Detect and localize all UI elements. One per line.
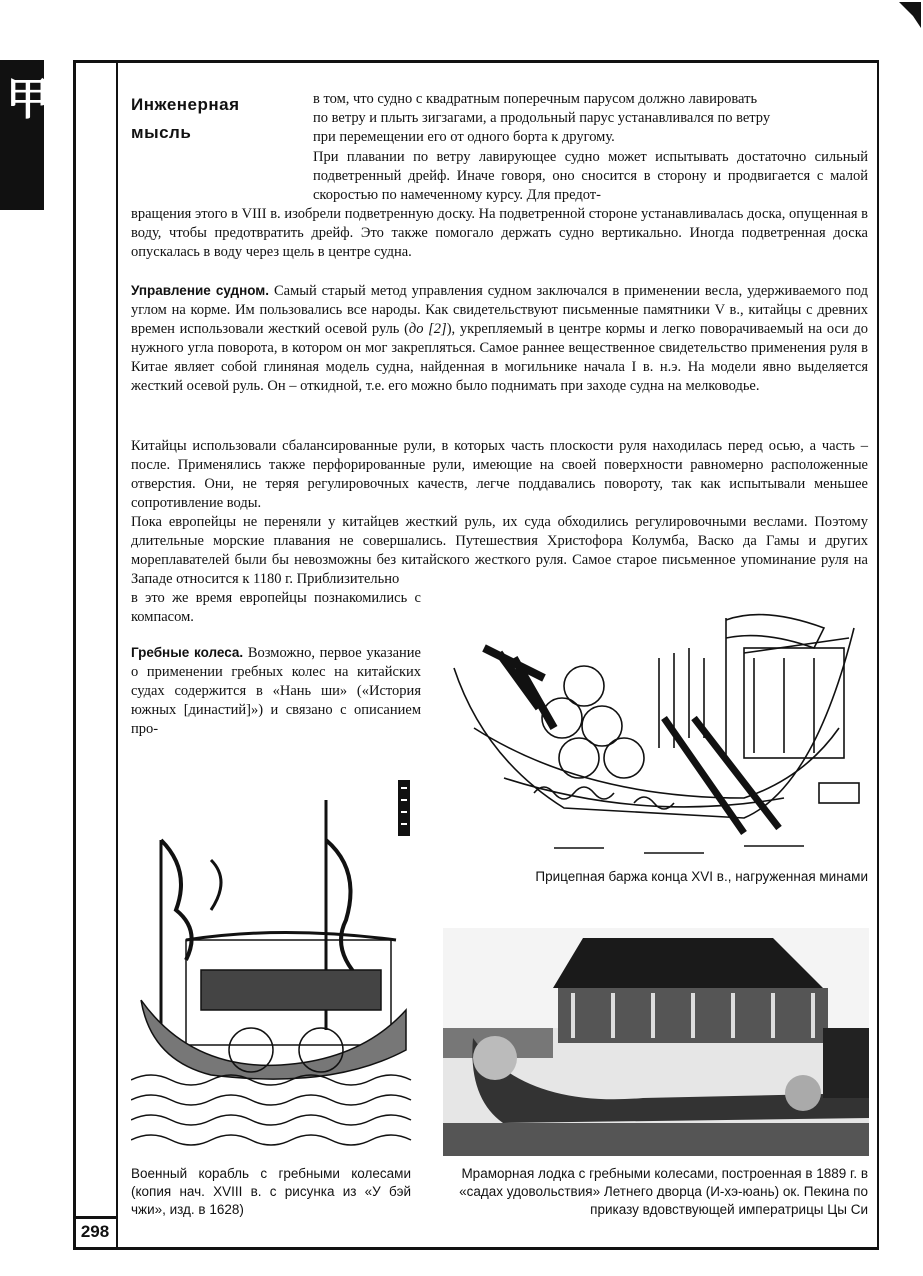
paragraph-2 — [131, 148, 868, 262]
paragraph-rudders: Китайцы использовали сбалансированные рули, в которых часть плоскости руля находилась перед осью, а часть – после. Применялись также перфорированные рули, имеющие на своей поверхности равномерно расположенные отверстия. Они, не теряя регулировочных качеств, легче поддавались повороту, так как испытывали меньшее сопротивление воды. — [131, 438, 868, 511]
marble-boat-caption: Мраморная лодка с гребными колесами, построенная в 1889 г. в «садах удовольствия» Летнего дворца (И-хэ-юань) ок. Пекина по приказу вдовствующей императрицы Цы Си — [459, 1166, 868, 1217]
barge-illustration — [444, 608, 868, 864]
paragraph-steering — [131, 281, 868, 396]
paragraph-1 — [313, 90, 868, 147]
warship-caption: Военный корабль с гребными колесами (копия нач. XVIII в. с рисунка из «У бэй чжи», изд. в 1628) — [131, 1166, 411, 1217]
paragraph-1-line: в том, что судно с квадратным поперечным парусом должно лавировать — [313, 91, 758, 107]
paragraph-1-line: при перемещении его от одного борта к другому. — [313, 129, 615, 145]
corner-arrow-icon — [897, 0, 923, 30]
paddle-wheels-heading: Гребные колеса. — [131, 645, 244, 660]
paragraph-compass: в это же время европейцы познакомились с компасом. — [131, 590, 421, 625]
chapter-tab-glyph: 甲 — [6, 74, 50, 125]
paddle-wheels-text: Возможно, первое указание о применении гребных колес на китайских судах содержится в «Нань ши» («История южных [династий]») и связано с описанием про- — [131, 645, 421, 737]
marble-boat-photo — [443, 928, 869, 1156]
section-title-line2: мысль — [131, 123, 192, 142]
paragraph-europeans: Пока европейцы не переняли у китайцев жесткий руль, их суда обходились регулировочными веслами. Поэтому длительные морские плавания не совершались. Путешествия Христофора Колумба, Васко да Гамы и других мореплавателей были бы невозможны без китайского жесткого руля. Самое старое письменное упоминание руля на Западе относится к 1180 г. Приблизительно — [131, 514, 868, 587]
paragraph-2-rest: вращения этого в VIII в. изобрели подветренную доску. На подветренной стороне устанавливалась доска, опущенная в воду, чтобы предотвратить дрейф. Это также помогало держать судно вертикально. Иногда подветренная доска опускалась в воду через щель в центре судна. — [131, 206, 868, 260]
section-title — [131, 91, 240, 147]
steering-heading: Управление судном. — [131, 283, 270, 298]
steering-text-2: ), укрепляемый в центре кормы и легко поворачиваемый на оси до нужного угла поворота, в котором он мог закрепляться. Самое раннее вещественное свидетельство применения руля в Китае являет собой глиняная модель судна, найденная в могильнике начала I в. н.э. На модели явно выделяется жесткий осевой руль. Он – откидной, т.е. его можно было поднимать при заходе судна на мелководье. — [131, 321, 868, 394]
steering-reference: до [2] — [408, 321, 447, 337]
page-number: 298 — [80, 1222, 110, 1241]
section-title-line1: Инженерная — [131, 95, 240, 114]
margin-rule — [116, 60, 118, 1250]
steering-text: Самый старый метод управления судном заключался в применении весла, удерживаемого под углом на корме. Им пользовались все народы. Как свидетельствуют письменные памятники V в., китайцы с древних времен использовали жесткий осевой руль ( — [131, 283, 868, 337]
paragraph-2-indented: При плавании по ветру лавирующее судно может испытывать достаточно сильный подветренный дрейф. Иначе говоря, оно сносится в сторону и продвигается с малой скоростью по намеченному курсу. Для предот- — [313, 149, 868, 203]
paragraph-1-line: по ветру и плыть зигзагами, а продольный парус устанавливался по ветру — [313, 110, 771, 126]
barge-caption: Прицепная баржа конца XVI в., нагруженная минами — [535, 869, 868, 884]
warship-illustration — [131, 800, 413, 1156]
paragraph-paddle-wheels — [131, 643, 421, 739]
